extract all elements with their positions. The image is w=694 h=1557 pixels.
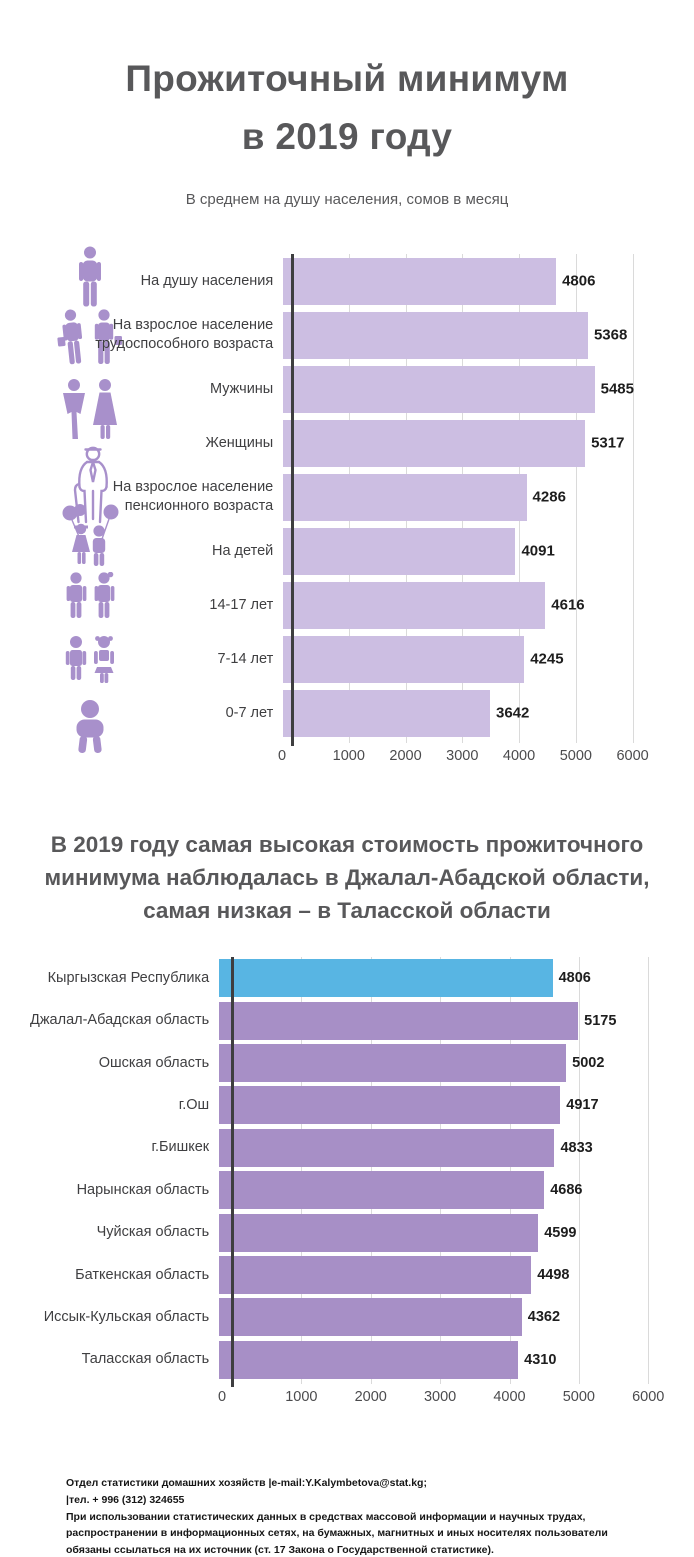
bar-track	[283, 420, 694, 467]
axis-tick-label: 3000	[423, 1388, 457, 1405]
bar-row	[0, 524, 694, 578]
bar-row	[0, 254, 694, 308]
bar	[283, 258, 556, 305]
bar-value-label: 4833	[560, 1139, 593, 1156]
regions-heading	[0, 828, 694, 927]
bar-track	[283, 690, 694, 737]
bar-value-label: 4599	[544, 1224, 577, 1241]
bar	[219, 1341, 518, 1379]
regions-bar-chart	[0, 957, 694, 1409]
bar-track	[219, 1002, 694, 1040]
category-label: 14-17 лет	[209, 596, 274, 613]
bar	[283, 474, 526, 521]
footer-line: При использовании статистических данных в средствах массовой информации и научных трудах, распространении в информационных сетях, на бумажных, магнитных и иных носителях пользователи обязаны ссылаться на их источник (ст. 17 Закона о Государственной статистике).	[66, 1510, 608, 1557]
category-label: Чуйская область	[96, 1224, 210, 1241]
bar-track	[219, 959, 694, 997]
bar-row	[0, 1042, 694, 1084]
bar-row	[0, 416, 694, 470]
category-label: На душу населения	[140, 272, 274, 289]
axis-zero-line	[231, 957, 234, 1387]
axis-tick-label: 2000	[354, 1388, 387, 1405]
bar-row	[0, 1254, 694, 1296]
regions-heading-line: В 2019 году самая высокая стоимость прожиточного	[50, 832, 644, 857]
bar-row	[0, 1169, 694, 1211]
bar	[219, 1256, 531, 1294]
bar-track	[283, 366, 694, 413]
regions-heading-line: минимума наблюдалась в Джалал-Абадской области,	[44, 865, 650, 890]
axis-tick-label: 0	[218, 1388, 227, 1405]
bar	[219, 1214, 538, 1252]
category-label: Баткенская область	[75, 1266, 210, 1283]
bar	[219, 1086, 560, 1124]
bar-value-label: 4310	[524, 1351, 557, 1368]
axis-tick-label: 4000	[502, 748, 536, 764]
bar-value-label: 4286	[532, 488, 566, 506]
bar-track	[283, 582, 694, 629]
x-axis	[278, 740, 694, 768]
bar	[219, 1002, 578, 1040]
bar	[283, 420, 585, 467]
category-label: На взрослое население пенсионного возраста	[112, 479, 274, 514]
page-title	[0, 50, 694, 166]
bar-value-label: 4686	[550, 1182, 583, 1199]
page-title-line1: Прожиточный минимум	[125, 58, 569, 99]
bar-track	[219, 1086, 694, 1124]
bar-value-label: 5175	[584, 1012, 617, 1029]
axis-tick-label: 0	[278, 748, 287, 764]
axis-tick-label: 6000	[616, 748, 649, 764]
bar	[219, 1171, 544, 1209]
bar-row	[0, 1084, 694, 1126]
page-subtitle: В среднем на душу населения, сомов в месяц	[185, 191, 509, 208]
regions-heading-line: самая низкая – в Таласской области	[143, 898, 551, 923]
bar	[219, 1298, 522, 1336]
bar-row	[0, 632, 694, 686]
bar-track	[219, 1044, 694, 1082]
bar	[219, 1044, 566, 1082]
footer-line: Отдел статистики домашних хозяйств |e-mail:Y.Kalymbetova@stat.kg;	[66, 1476, 427, 1489]
bar-highlight	[219, 959, 552, 997]
bar-row	[0, 362, 694, 416]
bar-value-label: 5485	[600, 380, 634, 398]
bar-row	[0, 308, 694, 362]
bar-value-label: 4806	[562, 272, 596, 290]
bar-row	[0, 686, 694, 740]
category-label: 0-7 лет	[225, 704, 274, 721]
bar-row	[0, 999, 694, 1041]
bar-row	[0, 957, 694, 999]
bar	[283, 366, 594, 413]
header	[0, 0, 694, 208]
bar-value-label: 4806	[558, 970, 591, 987]
bar-value-label: 4245	[530, 650, 564, 668]
category-label: Кыргызская Республика	[47, 969, 210, 986]
page-title-line2: в 2019 году	[241, 116, 453, 157]
axis-tick-label: 3000	[446, 748, 479, 764]
bar-value-label: 4362	[527, 1309, 561, 1326]
bar-value-label: 5368	[593, 326, 628, 344]
bar-track	[219, 1214, 694, 1252]
bar	[283, 690, 490, 737]
bar	[283, 528, 515, 575]
axis-tick-label: 1000	[332, 748, 365, 764]
axis-tick-label: 6000	[632, 1388, 665, 1405]
x-axis	[218, 1381, 694, 1409]
category-label: 7-14 лет	[217, 650, 274, 667]
bar-value-label: 4498	[537, 1266, 570, 1283]
bar-track	[219, 1129, 694, 1167]
axis-tick-label: 1000	[285, 1388, 318, 1405]
bar-row	[0, 470, 694, 524]
axis-tick-label: 5000	[562, 1388, 596, 1405]
bar	[219, 1129, 554, 1167]
bar-value-label: 5317	[591, 434, 625, 452]
bar-row	[0, 1339, 694, 1381]
bar-row	[0, 578, 694, 632]
footer-line: |тел. + 996 (312) 324655	[66, 1493, 185, 1506]
axis-tick-label: 5000	[559, 748, 592, 764]
bar-track	[283, 312, 694, 359]
bar-track	[219, 1341, 694, 1379]
bar-value-label: 4616	[551, 596, 585, 614]
category-label: Иссык-Кульская область	[43, 1309, 210, 1326]
bar-value-label: 5002	[572, 1054, 605, 1071]
category-label: Мужчины	[209, 380, 274, 397]
population-bar-chart	[0, 254, 694, 768]
bar-value-label: 4091	[521, 542, 555, 560]
category-label: На взрослое население трудоспособного возраста	[95, 317, 274, 352]
bar-track	[219, 1256, 694, 1294]
bar	[283, 582, 545, 629]
footer-note	[66, 1475, 642, 1557]
bar-track	[283, 636, 694, 683]
bar-track	[283, 528, 694, 575]
bar-track	[283, 474, 694, 521]
bar-row	[0, 1211, 694, 1253]
category-label: Женщины	[205, 434, 274, 451]
bar-value-label: 4917	[566, 1097, 599, 1114]
bar	[283, 636, 524, 683]
bar-track	[283, 258, 694, 305]
axis-tick-label: 2000	[389, 748, 422, 764]
axis-tick-label: 4000	[493, 1388, 526, 1405]
bar-value-label: 3642	[495, 704, 530, 722]
category-label: На детей	[211, 542, 274, 559]
bar-track	[219, 1171, 694, 1209]
category-label: Джалал-Абадская область	[30, 1012, 210, 1029]
axis-zero-line	[291, 254, 294, 746]
bar	[283, 312, 588, 359]
bar-row	[0, 1296, 694, 1338]
category-label: Таласская область	[81, 1351, 210, 1368]
bar-row	[0, 1127, 694, 1169]
category-label: г.Бишкек	[151, 1139, 210, 1156]
category-label: г.Ош	[178, 1097, 210, 1114]
bar-track	[219, 1298, 694, 1336]
category-label: Ошская область	[98, 1054, 210, 1071]
category-label: Нарынская область	[76, 1181, 210, 1198]
